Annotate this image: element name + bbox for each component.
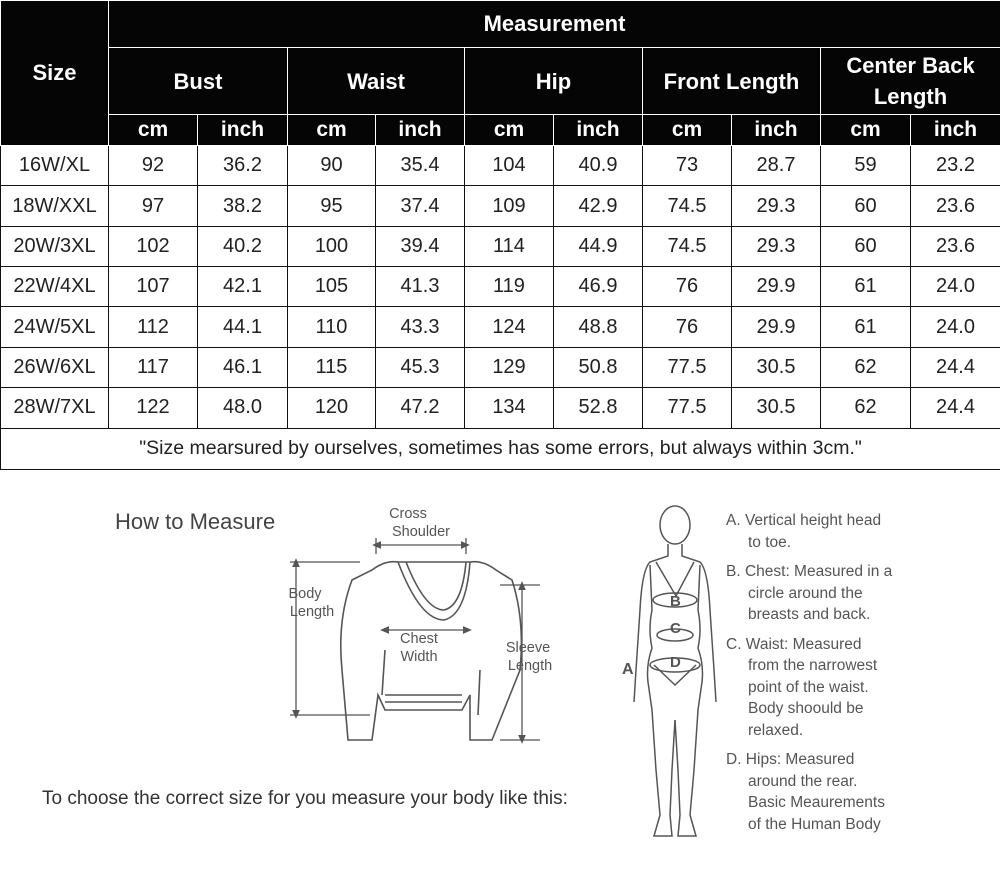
unit-header: cm: [465, 115, 554, 146]
value-cell: 112: [109, 307, 198, 347]
legend-line: relaxed.: [748, 721, 804, 739]
value-cell: 104: [465, 146, 554, 186]
sleeve-length-label-1: Sleeve: [505, 640, 551, 656]
value-cell: 102: [109, 226, 198, 266]
legend-line: B. Chest: Measured in a: [726, 563, 893, 580]
group-header: Waist: [288, 48, 465, 115]
legend-item: [726, 749, 998, 835]
size-cell: 20W/3XL: [1, 226, 109, 266]
legend-item: [726, 510, 998, 553]
value-cell: 95: [288, 186, 376, 226]
value-cell: 110: [288, 307, 376, 347]
value-cell: 46.9: [554, 267, 643, 307]
legend-line: Basic Meaurements: [748, 794, 885, 811]
value-cell: 28.7: [732, 146, 821, 186]
value-cell: 115: [288, 347, 376, 387]
table-row: [1, 388, 1000, 428]
legend-line: around the rear.: [748, 772, 858, 790]
value-cell: 38.2: [198, 186, 288, 226]
figure-label-b: B: [670, 593, 681, 610]
value-cell: 62: [821, 347, 911, 387]
value-cell: 77.5: [643, 388, 732, 428]
value-cell: 23.2: [911, 146, 1000, 186]
value-cell: 29.9: [732, 307, 821, 347]
size-cell: 26W/6XL: [1, 347, 109, 387]
value-cell: 52.8: [554, 388, 643, 428]
value-cell: 48.0: [198, 388, 288, 428]
how-to-measure-section: [0, 470, 1000, 870]
size-cell: 28W/7XL: [1, 388, 109, 428]
group-header: Hip: [465, 48, 643, 115]
how-to-measure-title: How to Measure: [115, 509, 276, 534]
legend-item: [726, 634, 998, 742]
sleeve-length-label-2: Length: [507, 658, 553, 674]
value-cell: 47.2: [376, 388, 465, 428]
legend-line: of the Human Body: [748, 815, 881, 833]
size-cell: 24W/5XL: [1, 307, 109, 347]
value-cell: 61: [821, 307, 911, 347]
legend-line: D. Hips: Measured: [726, 751, 855, 768]
chest-width-label-2: Width: [400, 649, 438, 665]
figure-label-d: D: [670, 654, 681, 671]
unit-header: inch: [198, 115, 288, 146]
value-cell: 48.8: [554, 307, 643, 347]
value-cell: 60: [821, 226, 911, 266]
legend-line: A. Vertical height head: [726, 512, 882, 529]
value-cell: 119: [465, 267, 554, 307]
legend-line: circle around the: [748, 584, 863, 602]
value-cell: 120: [288, 388, 376, 428]
unit-header: inch: [911, 115, 1000, 146]
size-cell: 22W/4XL: [1, 267, 109, 307]
value-cell: 109: [465, 186, 554, 226]
value-cell: 29.3: [732, 186, 821, 226]
value-cell: 90: [288, 146, 376, 186]
legend-line: point of the waist.: [748, 678, 869, 696]
body-length-label-2: Length: [289, 604, 335, 620]
value-cell: 42.1: [198, 267, 288, 307]
legend-line: from the narrowest: [748, 657, 878, 674]
value-cell: 50.8: [554, 347, 643, 387]
choose-size-instruction: To choose the correct size for you measure your body like this:: [42, 788, 568, 809]
size-cell: 18W/XXL: [1, 186, 109, 226]
cross-shoulder-label-2: Shoulder: [391, 524, 451, 540]
value-cell: 124: [465, 307, 554, 347]
value-cell: 24.0: [911, 307, 1000, 347]
value-cell: 46.1: [198, 347, 288, 387]
legend-line: Body shoould be: [748, 700, 864, 717]
value-cell: 61: [821, 267, 911, 307]
legend-line: breasts and back.: [748, 606, 871, 623]
value-cell: 29.9: [732, 267, 821, 307]
group-header: Front Length: [643, 48, 821, 115]
value-cell: 129: [465, 347, 554, 387]
figure-label-c: C: [670, 620, 681, 637]
unit-header: inch: [554, 115, 643, 146]
table-row: [1, 226, 1000, 266]
legend-line: to toe.: [748, 533, 792, 551]
unit-header: cm: [643, 115, 732, 146]
group-header: Bust: [109, 48, 288, 115]
figure-label-a: A: [622, 661, 634, 678]
table-row: [1, 347, 1000, 387]
value-cell: 44.1: [198, 307, 288, 347]
legend-item: [726, 561, 998, 626]
unit-header: inch: [376, 115, 465, 146]
measurement-header: Measurement: [109, 1, 1000, 48]
value-cell: 134: [465, 388, 554, 428]
size-cell: 16W/XL: [1, 146, 109, 186]
table-row: [1, 267, 1000, 307]
value-cell: 114: [465, 226, 554, 266]
value-cell: 76: [643, 267, 732, 307]
value-cell: 30.5: [732, 388, 821, 428]
unit-header: cm: [821, 115, 911, 146]
value-cell: 39.4: [376, 226, 465, 266]
unit-header: inch: [732, 115, 821, 146]
value-cell: 107: [109, 267, 198, 307]
value-cell: 37.4: [376, 186, 465, 226]
chest-width-label-1: Chest: [400, 631, 438, 647]
measurement-legend: [726, 510, 998, 843]
value-cell: 122: [109, 388, 198, 428]
value-cell: 59: [821, 146, 911, 186]
value-cell: 105: [288, 267, 376, 307]
table-row: [1, 307, 1000, 347]
value-cell: 42.9: [554, 186, 643, 226]
value-cell: 43.3: [376, 307, 465, 347]
body-figure: [634, 506, 716, 836]
value-cell: 24.4: [911, 388, 1000, 428]
value-cell: 74.5: [643, 186, 732, 226]
unit-header: cm: [288, 115, 376, 146]
value-cell: 24.0: [911, 267, 1000, 307]
value-cell: 29.3: [732, 226, 821, 266]
value-cell: 97: [109, 186, 198, 226]
value-cell: 73: [643, 146, 732, 186]
value-cell: 45.3: [376, 347, 465, 387]
value-cell: 117: [109, 347, 198, 387]
value-cell: 74.5: [643, 226, 732, 266]
body-length-label-1: Body: [288, 586, 322, 602]
table-row: [1, 186, 1000, 226]
legend-line: C. Waist: Measured: [726, 635, 862, 653]
value-cell: 100: [288, 226, 376, 266]
value-cell: 62: [821, 388, 911, 428]
value-cell: 92: [109, 146, 198, 186]
value-cell: 35.4: [376, 146, 465, 186]
value-cell: 60: [821, 186, 911, 226]
value-cell: 40.9: [554, 146, 643, 186]
size-header: Size: [1, 1, 109, 146]
measurement-note: "Size mearsured by ourselves, sometimes has some errors, but always within 3cm.": [1, 428, 1000, 469]
group-header: Center Back Length: [821, 48, 1000, 115]
cross-shoulder-label-1: Cross: [389, 506, 427, 522]
value-cell: 76: [643, 307, 732, 347]
unit-header: cm: [109, 115, 198, 146]
value-cell: 30.5: [732, 347, 821, 387]
value-cell: 41.3: [376, 267, 465, 307]
value-cell: 24.4: [911, 347, 1000, 387]
value-cell: 77.5: [643, 347, 732, 387]
value-cell: 23.6: [911, 226, 1000, 266]
value-cell: 40.2: [198, 226, 288, 266]
value-cell: 44.9: [554, 226, 643, 266]
table-row: [1, 146, 1000, 186]
value-cell: 23.6: [911, 186, 1000, 226]
value-cell: 36.2: [198, 146, 288, 186]
